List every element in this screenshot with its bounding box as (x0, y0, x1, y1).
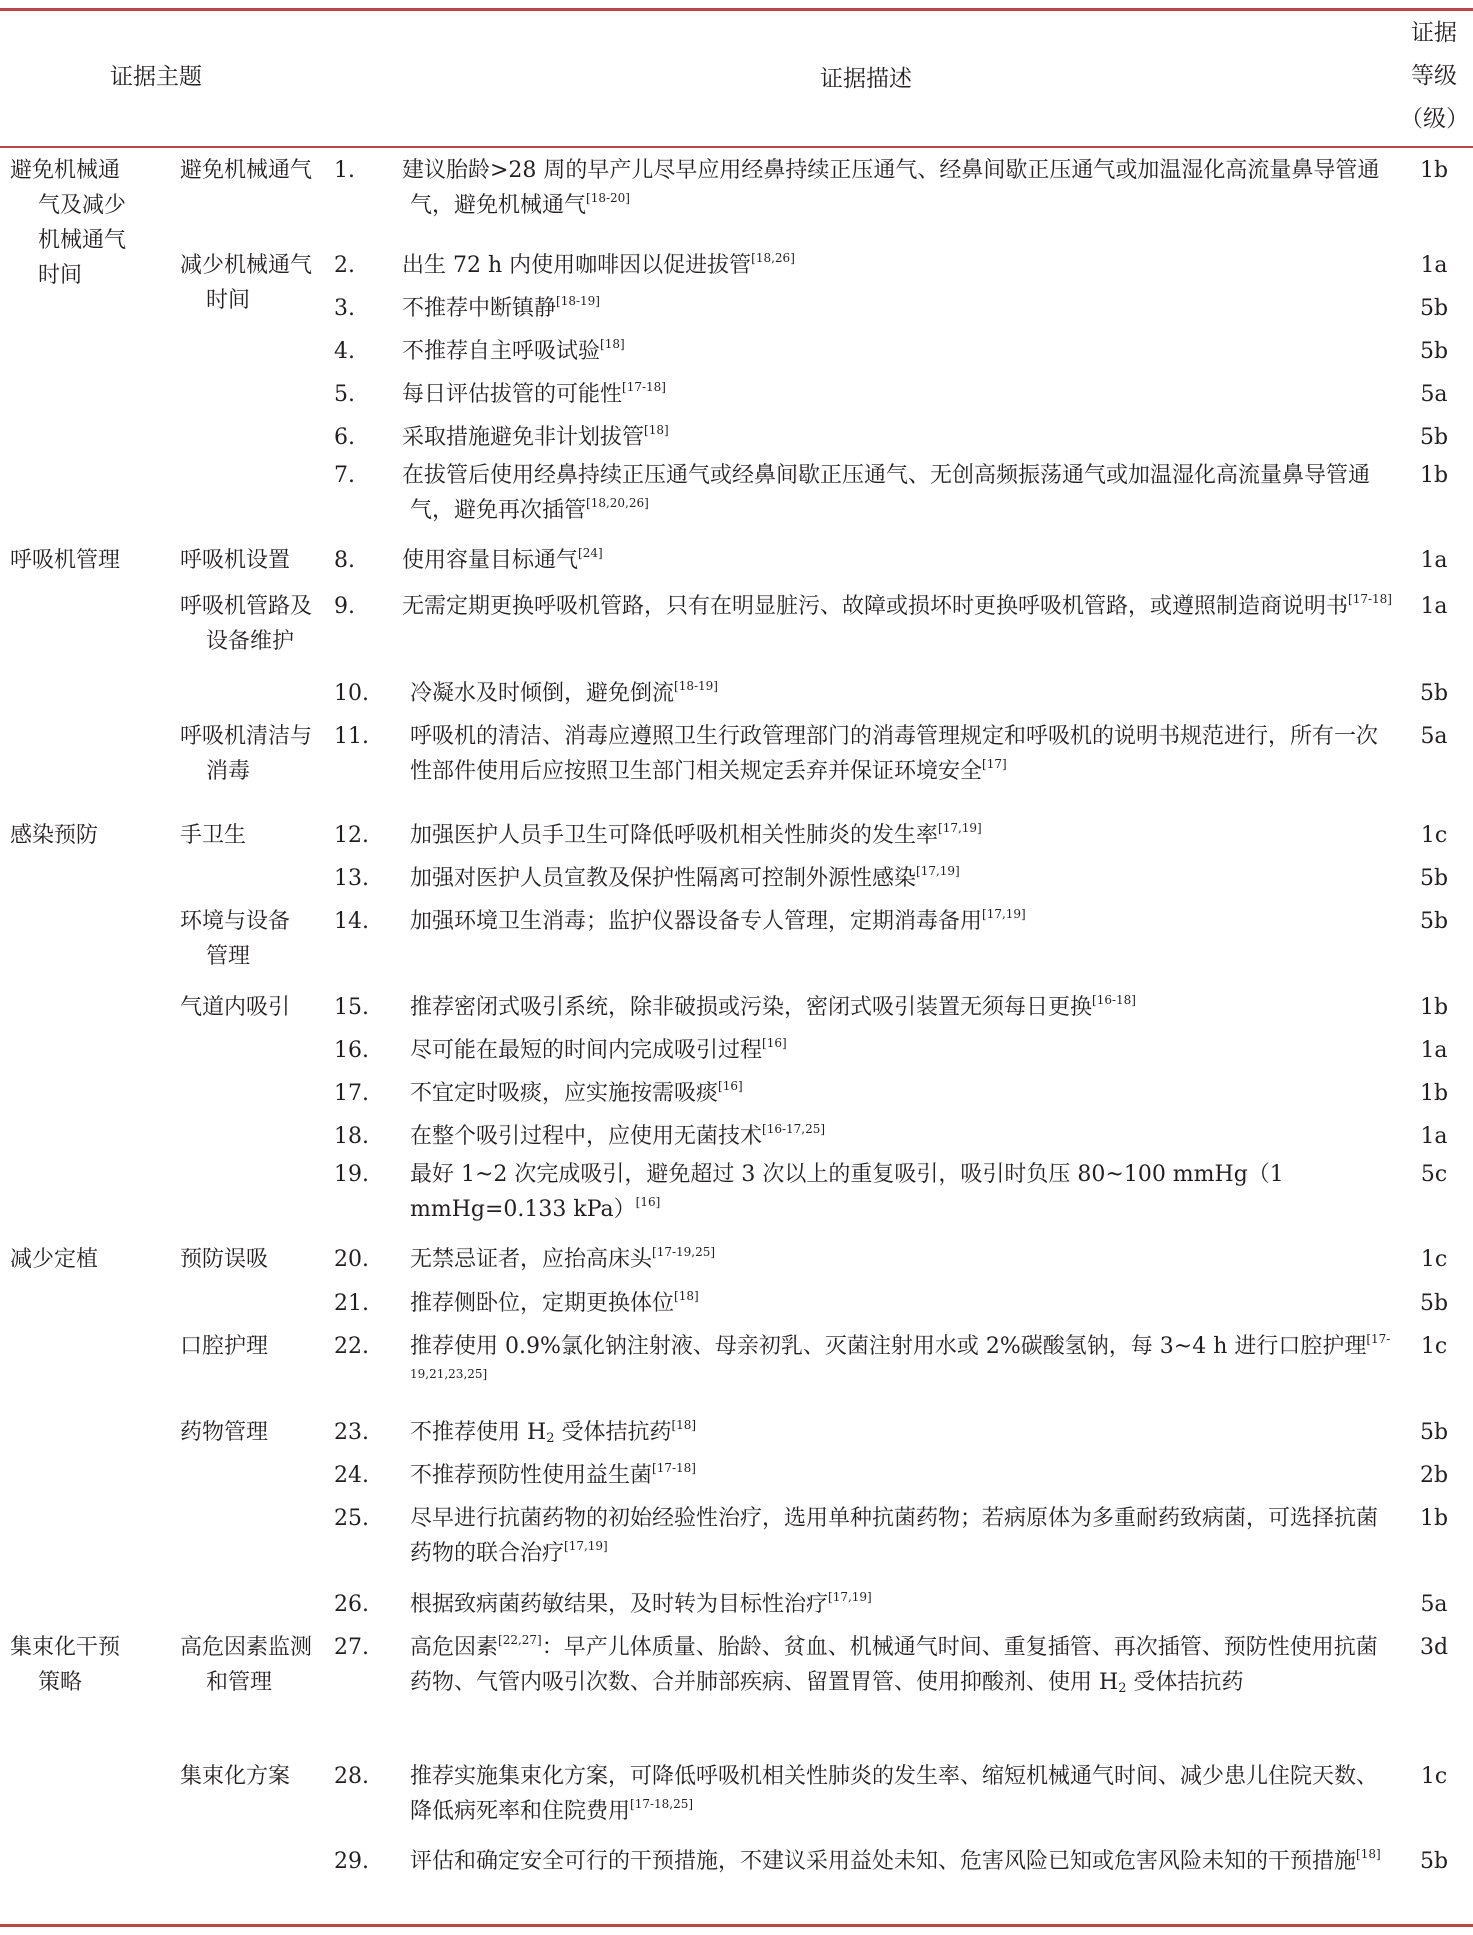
item-number: 12. (334, 823, 369, 848)
subsection-label: 管理 (206, 944, 251, 969)
item-number: 27. (334, 1635, 369, 1660)
item-text: 在拔管后使用经鼻持续正压通气或经鼻间歇正压通气、无创高频振荡通气或加温湿化高流量鼻导管通气，避免再次插管[18,20,26] (402, 463, 1371, 523)
evidence-grade: 1b (1419, 995, 1449, 1020)
evidence-grade: 5b (1419, 866, 1449, 891)
subsection-label: 药物管理 (180, 1420, 269, 1445)
evidence-grade: 1b (1419, 463, 1449, 488)
item-number: 24. (334, 1463, 369, 1488)
evidence-grade: 1a (1420, 253, 1448, 278)
citation-ref: [17-18,25] (630, 1797, 694, 1811)
item-text: 尽早进行抗菌药物的初始经验性治疗，选用单种抗菌药物；若病原体为多重耐药致病菌，可选择抗菌药物的联合治疗[17,19] (410, 1506, 1379, 1566)
citation-ref: [17-18] (622, 380, 666, 394)
evidence-item (334, 814, 1395, 853)
evidence-grade: 1b (1419, 1506, 1449, 1531)
item-number: 4. (334, 339, 355, 364)
citation-ref: [17,19] (828, 1590, 872, 1604)
evidence-item (334, 1497, 1395, 1571)
evidence-grade: 5a (1420, 1592, 1448, 1617)
item-text: 无需定期更换呼吸机管路，只有在明显脏污、故障或损坏时更换呼吸机管路，或遵照制造商说明书[17-18] (402, 592, 1392, 619)
item-text: 推荐使用 0.9%氯化钠注射液、母亲初乳、灭菌注射用水或 2%碳酸氢钠，每 3~4 h 进行口腔护理[17-19,21,23,25] (410, 1332, 1391, 1381)
citation-ref: [17-18] (652, 1461, 696, 1475)
citation-ref: [18] (674, 1289, 699, 1303)
evidence-grade: 1b (1419, 158, 1449, 183)
subsection-label: 呼吸机设置 (180, 548, 291, 573)
item-text: 不推荐预防性使用益生菌[17-18] (410, 1461, 696, 1488)
item-number: 10. (334, 681, 369, 706)
citation-ref: [17-19,25] (652, 1245, 716, 1259)
evidence-grade: 1c (1420, 823, 1448, 848)
evidence-item (334, 1282, 1395, 1321)
item-text: 评估和确定安全可行的干预措施，不建议采用益处未知、危害风险已知或危害风险未知的干预措施[18] (410, 1847, 1381, 1874)
evidence-item (334, 1583, 1395, 1622)
item-text: 高危因素[22,27]：早产儿体质量、胎龄、贫血、机械通气时间、重复插管、再次插管、预防性使用抗菌药物、气管内吸引次数、合并肺部疾病、留置胃管、使用抑酸剂、使用 $H_2$ 受体拮抗药 (410, 1633, 1378, 1696)
item-number: 28. (334, 1764, 369, 1789)
item-number: 22. (334, 1334, 369, 1359)
evidence-item (334, 454, 1395, 528)
evidence-item (334, 1072, 1395, 1111)
evidence-item (334, 715, 1395, 789)
header-grade (1400, 12, 1468, 141)
item-number: 1. (334, 158, 355, 183)
item-number: 6. (334, 425, 355, 450)
item-text: 尽可能在最短的时间内完成吸引过程[16] (410, 1036, 787, 1063)
item-number: 16. (334, 1038, 369, 1063)
evidence-grade: 5b (1419, 1420, 1449, 1445)
citation-ref: [18-19] (556, 294, 600, 308)
subscript: 2 (1118, 1681, 1127, 1696)
subsection-label: 预防误吸 (180, 1247, 269, 1272)
citation-ref: [16] (635, 1195, 661, 1209)
item-text: 呼吸机的清洁、消毒应遵照卫生行政管理部门的消毒管理规定和呼吸机的说明书规范进行，所有一次性部件使用后应按照卫生部门相关规定丢弃并保证环境安全[17] (410, 724, 1379, 784)
section-label: 气及减少 (38, 193, 127, 218)
citation-ref: [18,26] (751, 251, 795, 265)
item-number: 15. (334, 995, 369, 1020)
citation-ref: [17] (982, 757, 1007, 771)
evidence-grade: 1c (1420, 1334, 1448, 1359)
citation-ref: [17,19] (982, 907, 1026, 921)
subsection-label: 高危因素监测 (180, 1635, 313, 1660)
section-label: 减少定植 (10, 1247, 99, 1272)
evidence-item (334, 672, 1395, 711)
citation-ref: [18] (644, 423, 669, 437)
evidence-item (334, 1755, 1395, 1829)
item-text: 不宜定时吸痰，应实施按需吸痰[16] (410, 1079, 743, 1106)
evidence-item (334, 330, 1395, 369)
item-text: 不推荐中断镇静[18-19] (402, 294, 600, 321)
evidence-grade: 5c (1420, 1162, 1448, 1187)
evidence-item (334, 1115, 1395, 1154)
citation-ref: [18-19] (674, 679, 718, 693)
evidence-grade: 1a (1420, 1124, 1448, 1149)
subsection-label: 口腔护理 (180, 1334, 269, 1359)
evidence-grade: 5b (1419, 681, 1449, 706)
evidence-grade: 5b (1419, 339, 1449, 364)
item-number: 2. (334, 253, 355, 278)
item-text: 不推荐使用 $H_2$ 受体拮抗药[18] (410, 1418, 697, 1446)
evidence-item (334, 416, 1395, 455)
citation-ref: [24] (578, 546, 603, 560)
subsection-label: 手卫生 (180, 823, 247, 848)
subsection-label: 气道内吸引 (180, 995, 291, 1020)
item-number: 14. (334, 909, 369, 934)
item-text: 出生 72 h 内使用咖啡因以促进拔管[18,26] (402, 251, 795, 278)
citation-ref: [17,19] (916, 864, 960, 878)
item-text: 每日评估拔管的可能性[17-18] (402, 380, 666, 407)
item-number: 26. (334, 1592, 369, 1617)
top-rule (0, 8, 1473, 11)
item-text: 无禁忌证者，应抬高床头[17-19,25] (410, 1245, 716, 1272)
item-number: 11. (334, 724, 369, 749)
item-text: 在整个吸引过程中，应使用无菌技术[16-17,25] (410, 1122, 826, 1149)
item-number: 20. (334, 1247, 369, 1272)
citation-ref: [18] (600, 337, 625, 351)
evidence-grade: 5b (1419, 425, 1449, 450)
citation-ref: [16-18] (1092, 993, 1136, 1007)
evidence-grade: 1a (1420, 548, 1448, 573)
subsection-label: 减少机械通气 (180, 253, 313, 278)
evidence-grade: 1b (1419, 1081, 1449, 1106)
subsection-label: 环境与设备 (180, 909, 291, 934)
evidence-grade: 5b (1419, 1291, 1449, 1316)
section-label: 策略 (38, 1670, 83, 1695)
evidence-item (334, 1325, 1395, 1399)
evidence-item (334, 1238, 1395, 1277)
evidence-item (334, 1153, 1395, 1227)
citation-ref: [17,19] (938, 821, 982, 835)
evidence-item (334, 585, 1395, 624)
evidence-grade: 1c (1420, 1247, 1448, 1272)
citation-ref: [16] (762, 1036, 787, 1050)
item-text: 冷凝水及时倾倒，避免倒流[18-19] (410, 679, 718, 706)
evidence-item (334, 857, 1395, 896)
item-text: 不推荐自主呼吸试验[18] (402, 337, 625, 364)
item-text: 根据致病菌药敏结果，及时转为目标性治疗[17,19] (410, 1590, 872, 1617)
evidence-item (334, 373, 1395, 412)
item-number: 5. (334, 382, 355, 407)
subsection-label: 和管理 (206, 1670, 273, 1695)
citation-ref: [17,19] (564, 1539, 608, 1553)
header-grade-line: 等级 (1411, 63, 1457, 89)
subsection-label: 呼吸机管路及 (180, 594, 313, 619)
subsection-label: 避免机械通气 (180, 158, 313, 183)
item-text: 采取措施避免非计划拔管[18] (402, 423, 669, 450)
evidence-grade: 5b (1419, 1849, 1449, 1874)
citation-ref: [18] (671, 1418, 697, 1432)
item-text: 加强对医护人员宣教及保护性隔离可控制外源性感染[17,19] (410, 864, 960, 891)
evidence-item (334, 1454, 1395, 1493)
item-number: 8. (334, 548, 355, 573)
evidence-item (334, 1411, 1395, 1450)
evidence-item (334, 149, 1395, 223)
item-number: 9. (334, 594, 355, 619)
section-label: 集束化干预 (10, 1635, 121, 1660)
item-text: 建议胎龄>28 周的早产儿尽早应用经鼻持续正压通气、经鼻间歇正压通气或加温湿化高流量鼻导管通气，避免机械通气[18-20] (402, 158, 1380, 218)
citation-ref: [16] (718, 1079, 743, 1093)
header-description: 证据描述 (820, 66, 912, 92)
evidence-grade: 5b (1419, 296, 1449, 321)
subsection-label: 设备维护 (206, 629, 295, 654)
item-number: 17. (334, 1081, 369, 1106)
citation-ref: [16-17,25] (762, 1122, 826, 1136)
item-number: 3. (334, 296, 355, 321)
header-grade-line: 证据 (1411, 20, 1457, 46)
bottom-rule (0, 1924, 1473, 1927)
evidence-grade: 3d (1419, 1635, 1449, 1660)
section-label: 时间 (38, 263, 83, 288)
section-label: 感染预防 (10, 823, 99, 848)
evidence-grade: 1c (1420, 1764, 1448, 1789)
citation-ref: [17-18] (1348, 592, 1392, 606)
subsection-label: 呼吸机清洁与 (180, 724, 313, 749)
citation-ref: [17-19,21,23,25] (410, 1332, 1391, 1381)
item-text: 最好 1~2 次完成吸引，避免超过 3 次以上的重复吸引，吸引时负压 80~100 mmHg（1 mmHg=0.133 kPa）[16] (410, 1162, 1284, 1222)
item-number: 19. (334, 1162, 369, 1187)
evidence-grade: 2b (1419, 1463, 1449, 1488)
evidence-item (334, 1626, 1395, 1700)
evidence-item (334, 287, 1395, 326)
item-number: 18. (334, 1124, 369, 1149)
item-text: 推荐实施集束化方案，可降低呼吸机相关性肺炎的发生率、缩短机械通气时间、减少患儿住院天数、降低病死率和住院费用[17-18,25] (410, 1764, 1379, 1824)
evidence-grade: 5a (1420, 382, 1448, 407)
item-number: 7. (334, 463, 355, 488)
section-label: 呼吸机管理 (10, 548, 121, 573)
header-rule (0, 146, 1473, 148)
subsection-label: 时间 (206, 288, 251, 313)
evidence-grade: 5a (1420, 724, 1448, 749)
item-text: 加强医护人员手卫生可降低呼吸机相关性肺炎的发生率[17,19] (410, 821, 982, 848)
subsection-label: 集束化方案 (180, 1764, 291, 1789)
evidence-item (334, 244, 1395, 283)
item-number: 23. (334, 1420, 369, 1445)
item-number: 13. (334, 866, 369, 891)
item-text: 使用容量目标通气[24] (402, 546, 603, 573)
header-grade-line: （级） (1400, 106, 1469, 132)
section-label: 机械通气 (38, 228, 127, 253)
citation-ref: [18-20] (586, 191, 630, 205)
subsection-label: 消毒 (206, 759, 251, 784)
subscript: 2 (546, 1431, 555, 1446)
item-number: 29. (334, 1849, 369, 1874)
header-theme: 证据主题 (110, 64, 202, 90)
citation-ref: [22,27] (498, 1633, 542, 1647)
item-text: 推荐密闭式吸引系统，除非破损或污染，密闭式吸引装置无须每日更换[16-18] (410, 993, 1136, 1020)
evidence-grade: 1a (1420, 1038, 1448, 1063)
citation-ref: [18] (1356, 1847, 1381, 1861)
evidence-item (334, 986, 1395, 1025)
item-number: 25. (334, 1506, 369, 1531)
evidence-grade: 1a (1420, 594, 1448, 619)
evidence-item (334, 900, 1395, 939)
evidence-grade: 5b (1419, 909, 1449, 934)
evidence-item (334, 539, 1395, 578)
citation-ref: [18,20,26] (586, 496, 649, 510)
evidence-item (334, 1029, 1395, 1068)
evidence-item (334, 1840, 1395, 1879)
section-label: 避免机械通 (10, 158, 121, 183)
item-number: 21. (334, 1291, 369, 1316)
item-text: 加强环境卫生消毒；监护仪器设备专人管理，定期消毒备用[17,19] (410, 907, 1026, 934)
item-text: 推荐侧卧位，定期更换体位[18] (410, 1289, 699, 1316)
